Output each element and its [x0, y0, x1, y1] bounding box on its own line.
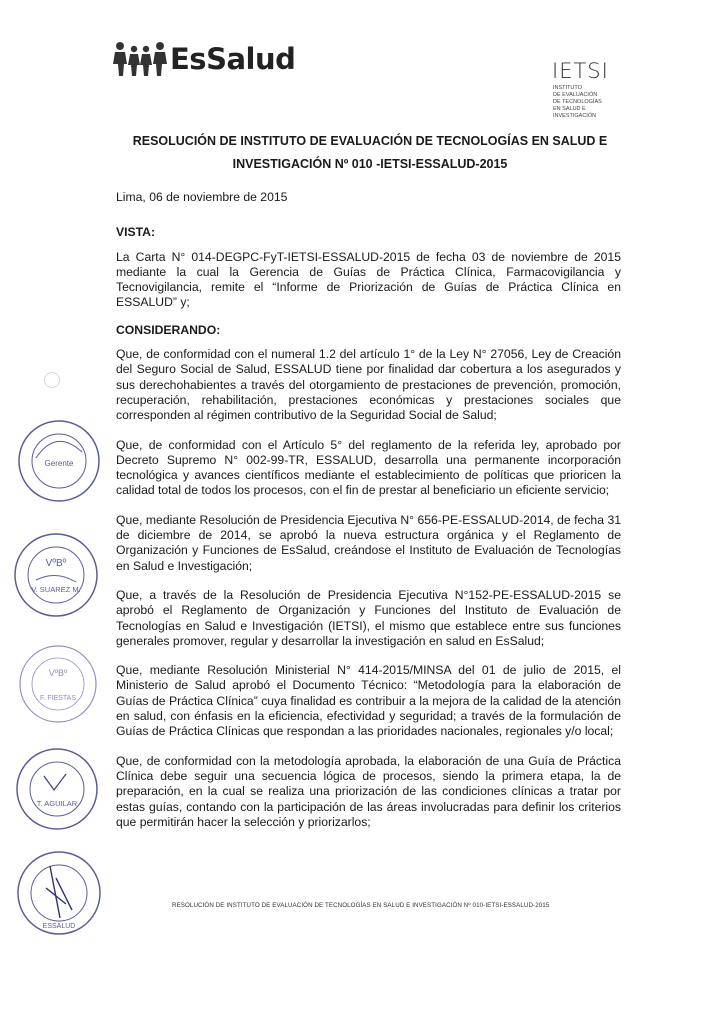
stamp-3-vb: VºBº: [48, 668, 68, 678]
ietsi-logo: [552, 60, 609, 120]
stamp-1: [16, 418, 102, 504]
considerando-paragraph-6: Que, de conformidad con la metodología aprobada, la elaboración de una Guía de Práctica Clínica debe seguir una secuencia lógica de procesos, siendo la primera etapa, la de preparación, en la cual se realiza una priorización de las condiciones clínicas a tratar por estas guías, contando con la participación de las áreas involucradas para definir los criterios que permitirán hacer la selección y priorizarlos;: [116, 753, 621, 829]
considerando-paragraph-4: Que, a través de la Resolución de Presidencia Ejecutiva N°152-PE-ESSALUD-2015 se aprobó el Reglamento de Organización y Funciones del Instituto de Evaluación de Tecnologías en Salud e Investigación (IETSI), el mismo que establece entre sus funciones generales promover, regular y desarrollar la investigación en salud en EsSalud;: [116, 587, 621, 648]
logo-text: EsSalud: [170, 42, 296, 76]
considerando-heading: CONSIDERANDO:: [116, 322, 221, 337]
seal-stamp-icon: [14, 848, 104, 938]
stamp-3: [16, 642, 100, 726]
seal-stamp-icon: [12, 530, 100, 620]
ietsi-name: IETSI: [552, 59, 609, 83]
stamp-2-vb: VºBº: [45, 558, 67, 569]
stamp-3-name: F. FIESTAS: [39, 695, 77, 702]
title-line-2: INVESTIGACIÓN Nº 010 -IETSI-ESSALUD-2015: [232, 157, 508, 171]
page-footer: RESOLUCIÓN DE INSTITUTO DE EVALUACIÓN DE TECNOLOGÍAS EN SALUD E INVESTIGACIÓN Nº 010-IETSI-ESSALUD-2015: [172, 902, 550, 909]
stamp-4-name: T. AGUILAR: [36, 799, 78, 808]
considerando-paragraph-2: Que, de conformidad con el Artículo 5° del reglamento de la referida ley, aprobado por Decreto Supremo N° 002-99-TR, ESSALUD, desarrolla una permanente incorporación tecnológica y avances científicos mediante el establecimiento de políticas que prioricen la calidad total de todos los procesos, con el fin de prestar al beneficiario un eficiente servicio;: [116, 437, 621, 498]
stamp-5-name: ESSALUD: [42, 923, 76, 930]
considerando-paragraph-1: Que, de conformidad con el numeral 1.2 del artículo 1° de la Ley N° 27056, Ley de Creación del Seguro Social de Salud, ESSALUD tiene por finalidad dar cobertura a los asegurados y sus derechohabientes a través del otorgamiento de prestaciones de prevención, promoción, recuperación, rehabilitación, prestaciones económicas y prestaciones sociales que corresponden al régimen contributivo de la Seguridad Social de Salud;: [116, 347, 621, 423]
document-body: [116, 190, 621, 844]
vista-heading: VISTA:: [116, 225, 156, 240]
considerando-paragraph-3: Que, mediante Resolución de Presidencia Ejecutiva N° 656-PE-ESSALUD-2014, de fecha 31 de diciembre de 2014, se aprobó la nueva estructura orgánica y el Reglamento de Organización y Funciones de EsSalud, creándose el Instituto de Evaluación de Tecnologías en Salud e Investigación;: [116, 512, 621, 573]
punch-hole-mark: [44, 372, 60, 388]
considerando-paragraph-5: Que, mediante Resolución Ministerial N° 414-2015/MINSA del 01 de julio de 2015, el Ministerio de Salud aprobó el Documento Técnico: “Metodología para la elaboración de Guías de Práctica Clínica” cuya finalidad es contribuir a la mejora de la calidad de la atención en salud, con énfasis en la eficiencia, efectividad y seguridad; a través de la formulación de Guías de Práctica Clínicas que respondan a las prioridades nacionales, regionales y/o local;: [116, 663, 621, 739]
stamp-1-name: Gerente: [44, 459, 74, 468]
title-line-1: RESOLUCIÓN DE INSTITUTO DE EVALUACIÓN DE TECNOLOGÍAS EN SALUD E: [132, 134, 608, 148]
stamp-4: [14, 746, 100, 832]
stamp-2-name: V. SUAREZ M.: [31, 585, 81, 594]
essalud-family-icon: [112, 40, 168, 78]
vista-paragraph: La Carta N° 014-DEGPC-FyT-IETSI-ESSALUD-2015 de fecha 03 de noviembre de 2015 mediante la cual la Gerencia de Guías de Práctica Clínica, Farmacovigilancia y Tecnovigilancia, remite el “Informe de Priorización de Guías de Práctica Clínica en ESSALUD” y;: [116, 249, 621, 310]
seal-stamp-icon: [16, 642, 100, 726]
place-date: Lima, 06 de noviembre de 2015: [116, 190, 288, 204]
ietsi-subtitle: INSTITUTO DE EVALUACIÓN DE TECNOLOGÍAS EN SALUD E INVESTIGACIÓN: [553, 85, 602, 119]
seal-stamp-icon: [16, 418, 102, 504]
resolution-title: [100, 130, 640, 176]
seal-stamp-icon: [14, 746, 100, 832]
stamp-2: [12, 530, 100, 620]
stamp-5: [14, 848, 104, 938]
essalud-logo: [112, 40, 295, 78]
